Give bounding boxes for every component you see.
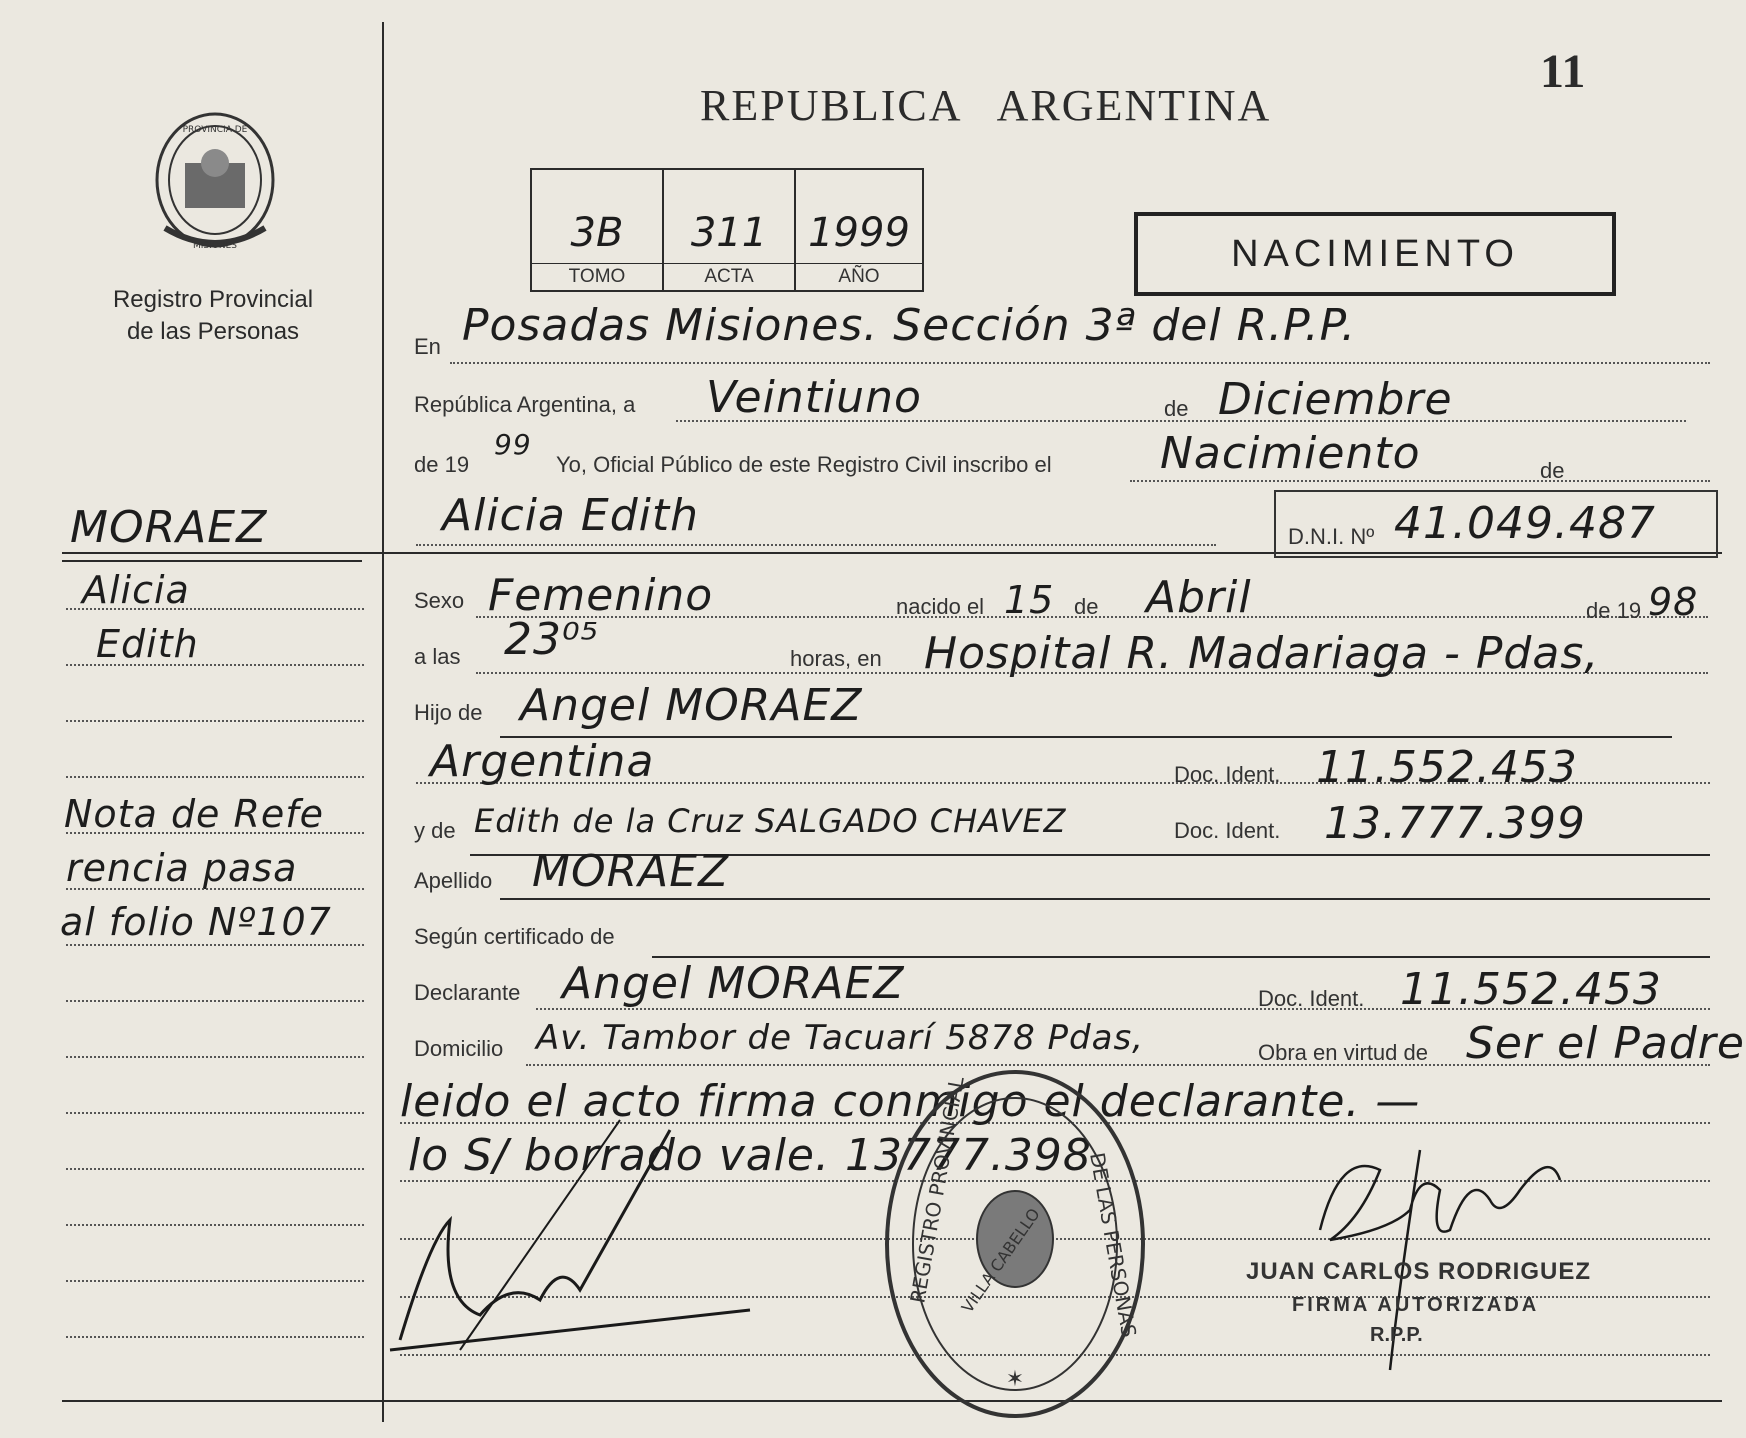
- margin-given-name-2: Edith: [96, 622, 199, 666]
- label-obra: Obra en virtud de: [1258, 1040, 1428, 1065]
- acta-cell: [662, 168, 796, 292]
- field-declarante: Angel MORAEZ: [562, 958, 905, 1009]
- field-line-2: lo S/ borrado vale. 13777.398: [408, 1130, 1092, 1181]
- label-domicilio: Domicilio: [414, 1036, 504, 1061]
- field-lugar: Posadas Misiones. Sección 3ª del R.P.P.: [462, 300, 1357, 351]
- margin-rule: [66, 1280, 364, 1282]
- registry-stamp: [880, 1064, 1150, 1424]
- svg-text:DE LAS PERSONAS: DE LAS PERSONAS: [1085, 1150, 1142, 1340]
- margin-rule: [66, 944, 364, 946]
- margin-rule: [66, 720, 364, 722]
- tomo-label: TOMO: [532, 263, 662, 288]
- label-horas-en: horas, en: [790, 646, 882, 671]
- label-dni: D.N.I. Nº: [1288, 524, 1375, 549]
- label-segun: Según certificado de: [414, 924, 615, 949]
- label-y-de: y de: [414, 818, 456, 843]
- field-acto: Nacimiento: [1160, 428, 1421, 479]
- field-madre: Edith de la Cruz SALGADO CHAVEZ: [474, 802, 1067, 840]
- rule-acto: [1130, 480, 1710, 482]
- field-dni: 41.049.487: [1394, 498, 1656, 549]
- margin-rule: [66, 832, 364, 834]
- authority-title: FIRMA AUTORIZADA: [1292, 1294, 1540, 1316]
- label-de-3: de: [1074, 594, 1099, 619]
- margin-rule: [66, 608, 364, 610]
- margin-rule: [66, 888, 364, 890]
- registry-name-line2: de las Personas: [126, 318, 300, 345]
- authority-name: JUAN CARLOS RODRIGUEZ: [1246, 1258, 1592, 1285]
- field-lugar-nac: Hospital R. Madariaga - Pdas,: [924, 628, 1600, 679]
- label-en: En: [414, 334, 441, 359]
- margin-rule: [66, 1000, 364, 1002]
- tomo-value: 3B: [570, 210, 624, 256]
- margin-rule: [66, 664, 364, 666]
- field-padre-doc: 11.552.453: [1316, 742, 1578, 793]
- label-doc-ident-3: Doc. Ident.: [1258, 986, 1365, 1011]
- margin-rule: [66, 1056, 364, 1058]
- anio-value: 1999: [808, 210, 910, 256]
- field-nac-anio: 98: [1648, 580, 1699, 624]
- country-title: REPUBLICA ARGENTINA: [700, 81, 1272, 130]
- svg-text:VILLA CABELLO: VILLA CABELLO: [957, 1204, 1044, 1317]
- acta-value: 311: [690, 210, 768, 256]
- label-de-19: de 19: [414, 452, 470, 477]
- margin-rule: [66, 1168, 364, 1170]
- margin-rule: [66, 776, 364, 778]
- label-de-19b: de 19: [1586, 598, 1642, 623]
- acta-label: ACTA: [664, 263, 794, 288]
- rule-hijo-de: [500, 736, 1672, 738]
- margin-note-1: Nota de Refe: [64, 792, 325, 836]
- margin-given-name-1: Alicia: [82, 568, 190, 612]
- field-obra: Ser el Padre: [1466, 1018, 1745, 1069]
- svg-text:PROVINCIA DE: PROVINCIA DE: [182, 125, 248, 135]
- anio-label: AÑO: [796, 263, 922, 288]
- label-sexo: Sexo: [414, 588, 465, 613]
- label-a-las: a las: [414, 644, 461, 669]
- label-declarante: Declarante: [414, 980, 521, 1005]
- label-doc-ident-2: Doc. Ident.: [1174, 818, 1281, 843]
- rule-nombre: [416, 544, 1216, 546]
- document-type-label: NACIMIENTO: [1231, 233, 1519, 275]
- field-nacionalidad: Argentina: [430, 736, 655, 787]
- margin-note-3: al folio Nº107: [60, 900, 332, 944]
- margin-rule: [66, 1336, 364, 1338]
- page-number: 11: [1540, 45, 1586, 98]
- field-mes: Diciembre: [1218, 374, 1453, 425]
- document-type-box: [1134, 212, 1616, 296]
- svg-text:REGISTRO PROVINCIAL: REGISTRO PROVINCIAL: [905, 1074, 969, 1305]
- label-nacido-el: nacido el: [896, 594, 985, 619]
- label-republica: República Argentina, a: [414, 392, 636, 417]
- rule-apellido: [500, 898, 1710, 900]
- svg-text:MISIONES: MISIONES: [192, 241, 238, 251]
- province-seal-icon: [145, 108, 285, 258]
- label-apellido: Apellido: [414, 868, 493, 893]
- field-line-1: leido el acto firma conmigo el declarante. —: [400, 1076, 1421, 1127]
- margin-rule: [66, 1112, 364, 1114]
- field-anio: 99: [494, 428, 532, 461]
- field-nombre: Alicia Edith: [442, 490, 700, 541]
- margin-note-2: rencia pasa: [66, 846, 298, 890]
- authority-org: R.P.P.: [1370, 1324, 1423, 1346]
- rule-en: [450, 362, 1710, 364]
- label-hijo-de: Hijo de: [414, 700, 483, 725]
- anio-cell: [794, 168, 924, 292]
- field-sexo: Femenino: [488, 570, 714, 621]
- tomo-cell: [530, 168, 664, 292]
- field-dia: Veintiuno: [706, 372, 922, 423]
- registry-name-line1: Registro Provincial: [112, 286, 314, 313]
- margin-surname: MORAEZ: [70, 502, 268, 553]
- label-yo-oficial: Yo, Oficial Público de este Registro Civil inscribo el: [556, 452, 1052, 477]
- label-doc-ident-1: Doc. Ident.: [1174, 762, 1281, 787]
- field-domicilio: Av. Tambor de Tacuarí 5878 Pdas,: [536, 1018, 1144, 1058]
- field-apellido: MORAEZ: [532, 846, 730, 897]
- field-madre-doc: 13.777.399: [1324, 798, 1586, 849]
- margin-rule: [66, 1224, 364, 1226]
- field-declarante-doc: 11.552.453: [1400, 964, 1662, 1015]
- label-de-2: de: [1540, 458, 1565, 483]
- margin-surname-underline: [62, 560, 362, 562]
- field-nac-dia: 15: [1004, 578, 1055, 622]
- field-padre: Angel MORAEZ: [520, 680, 863, 731]
- field-nac-mes: Abril: [1146, 572, 1252, 623]
- svg-text:✶: ✶: [1005, 1366, 1025, 1391]
- officer-signature: [370, 1100, 770, 1360]
- label-de: de: [1164, 396, 1189, 421]
- field-hora: 23⁰⁵: [504, 614, 600, 665]
